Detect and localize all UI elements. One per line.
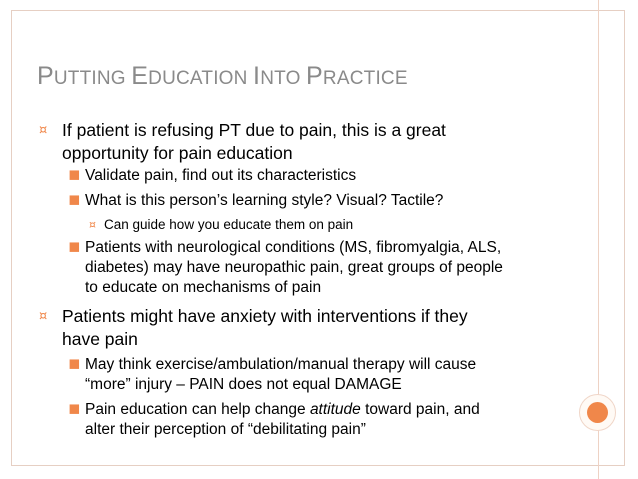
bullet-icon: ▪ xyxy=(68,235,81,257)
bullet-text-line: alter their perception of “debilitating pain” xyxy=(85,421,366,438)
title-word2-initial: E xyxy=(131,62,149,90)
bullet-text-line: Can guide how you educate them on pain xyxy=(104,217,354,232)
bullet-item-guide-educate xyxy=(89,216,354,234)
emphasis-attitude: attitude xyxy=(309,401,361,418)
slide-title xyxy=(37,62,408,91)
title-word4-initial: P xyxy=(306,62,323,90)
bullet-text-line: “more” injury – PAIN does not equal DAMAGE xyxy=(85,376,402,393)
bullet-text-line: opportunity for pain education xyxy=(62,143,293,163)
bullet-text-line: Patients with neurological conditions (MS, fibromyalgia, ALS, xyxy=(85,239,502,256)
bullet-text-line: have pain xyxy=(62,329,138,349)
bullet-icon: ▪ xyxy=(68,397,81,419)
bullet-text-line: diabetes) may have neuropathic pain, great groups of people xyxy=(85,259,503,276)
title-word4-rest: RACTICE xyxy=(322,68,408,89)
bullet-text-line: What is this person’s learning style? Visual? Tactile? xyxy=(85,192,444,209)
bullet-item-exercise-injury xyxy=(68,352,477,395)
bullet-text-line: Validate pain, find out its characteristics xyxy=(85,167,357,184)
bullet-item-learning-style xyxy=(68,188,444,211)
bullet-icon: ¤ xyxy=(39,309,48,324)
title-word2-rest: DUCATION xyxy=(148,68,254,89)
bullet-text-line: If patient is refusing PT due to pain, this is a great xyxy=(62,120,446,140)
bullet-item-refusing-pt xyxy=(39,119,446,165)
title-word3-initial: I xyxy=(253,62,261,90)
bullet-icon: ¤ xyxy=(39,123,48,138)
bullet-text-line xyxy=(85,400,480,420)
bullet-item-neurological-conditions xyxy=(68,235,503,298)
bullet-text-segment: toward pain, and xyxy=(360,401,480,418)
bullet-text-segment: Pain education can help change xyxy=(85,401,310,418)
bullet-item-attitude xyxy=(68,397,480,440)
title-word1-rest: UTTING xyxy=(53,68,132,89)
bullet-icon: ▪ xyxy=(68,163,81,185)
bullet-item-anxiety xyxy=(39,305,468,351)
bullet-item-validate-pain xyxy=(68,163,357,186)
bullet-text-line: May think exercise/ambulation/manual therapy will cause xyxy=(85,356,477,373)
bullet-text-line: to educate on mechanisms of pain xyxy=(85,279,322,296)
accent-dot xyxy=(587,402,608,423)
bullet-icon: ¤ xyxy=(89,218,96,231)
bullet-text-line: Patients might have anxiety with interventions if they xyxy=(62,306,468,326)
title-word3-rest: NTO xyxy=(260,68,307,89)
bullet-icon: ▪ xyxy=(68,352,81,374)
title-word1-initial: P xyxy=(37,62,54,90)
bullet-icon: ▪ xyxy=(68,188,81,210)
